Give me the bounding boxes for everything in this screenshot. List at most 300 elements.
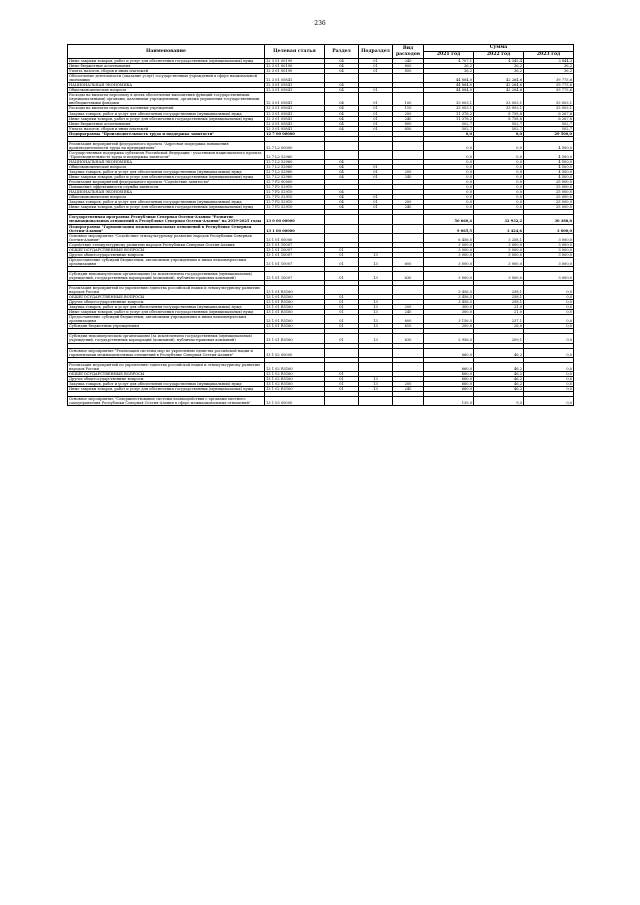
- row-subsection: 01: [359, 170, 393, 175]
- row-section: [325, 362, 359, 371]
- row-target-code: 12 7 P2 52910: [265, 200, 325, 205]
- table-row: [68, 348, 574, 357]
- row-name: НАЦИОНАЛЬНАЯ ЭКОНОМИКА: [68, 159, 265, 164]
- row-section: [325, 215, 359, 224]
- row-value-2023: 3 000,0: [524, 242, 574, 247]
- row-name: ОБЩЕГОСУДАРСТВЕННЫЕ ВОПРОСЫ: [68, 247, 265, 252]
- row-name: Иные закупки товаров, работ и услуг для обеспечения государственных (муниципальных) нужд: [68, 310, 265, 315]
- row-expense-type: 200: [393, 111, 424, 116]
- row-value-2022: 0,0: [474, 170, 524, 175]
- row-value-2023: 0,0: [524, 362, 574, 371]
- row-value-2021: 200,0: [424, 324, 474, 329]
- row-value-2021: 0,0: [424, 185, 474, 190]
- row-name: Уплата налогов, сборов и иных платежей: [68, 69, 265, 74]
- row-subsection: 01: [359, 200, 393, 205]
- row-value-2022: 0,0: [474, 175, 524, 180]
- row-value-2022: 42 264,6: [474, 83, 524, 88]
- row-value-2021: 0,0: [424, 175, 474, 180]
- row-expense-type: [393, 362, 424, 371]
- row-value-2021: 44 884,0: [424, 74, 474, 83]
- row-subsection: [359, 150, 393, 159]
- row-target-code: 13 1 02 R5160: [265, 381, 325, 386]
- row-name: Иные закупки товаров, работ и услуг для обеспечения государственных (муниципальных) нужд: [68, 116, 265, 121]
- row-value-2022: 3 000,0: [474, 247, 524, 252]
- row-subsection: 13: [359, 300, 393, 305]
- row-value-2021: 0,0: [424, 131, 474, 136]
- row-value-2023: 0,0: [524, 334, 574, 343]
- row-subsection: 01: [359, 59, 393, 64]
- row-value-2021: 135,0: [424, 396, 474, 405]
- row-target-code: 13 1 01 R5160: [265, 286, 325, 295]
- row-value-2021: 0,0: [424, 200, 474, 205]
- row-target-code: 12 7 L2 52960: [265, 170, 325, 175]
- row-expense-type: [393, 150, 424, 159]
- row-target-code: 13 1 01 00000: [265, 233, 325, 242]
- row-value-2021: 0,0: [424, 164, 474, 169]
- row-name: Иные закупки товаров, работ и услуг для обеспечения государственных (муниципальных) нужд: [68, 205, 265, 210]
- row-section: 04: [325, 69, 359, 74]
- row-section: 04: [325, 111, 359, 116]
- table-row: [68, 315, 574, 324]
- row-section: 01: [325, 252, 359, 257]
- row-value-2022: 258,1: [474, 286, 524, 295]
- row-name: Иные закупки товаров, работ и услуг для обеспечения государственных (муниципальных) нужд: [68, 386, 265, 391]
- row-expense-type: 800: [393, 121, 424, 126]
- row-subsection: [359, 362, 393, 371]
- row-name: Расходы на выплаты персоналу в целях обеспечения выполнения функций государственными (муниципальными) органами, казенными учреждениями, органами управления государственными внебюджетными фондами: [68, 93, 265, 106]
- row-value-2022: 3 000,0: [474, 252, 524, 257]
- row-subsection: 13: [359, 252, 393, 257]
- row-value-2022: 36,2: [474, 69, 524, 74]
- row-value-2023: 4 500,0: [524, 159, 574, 164]
- row-value-2022: 0,0: [474, 159, 524, 164]
- row-expense-type: 100: [393, 93, 424, 106]
- row-section: 04: [325, 190, 359, 195]
- row-target-code: 13 1 00 00000: [265, 224, 325, 233]
- row-value-2022: 4 345,4: [474, 59, 524, 64]
- row-value-2022: 3 424,6: [474, 224, 524, 233]
- row-target-code: 12 7 00 00000: [265, 131, 325, 136]
- row-target-code: 12 3 01 05841: [265, 116, 325, 121]
- row-expense-type: 200: [393, 170, 424, 175]
- row-target-code: 13 1 01 R5160: [265, 305, 325, 310]
- row-expense-type: 240: [393, 59, 424, 64]
- row-value-2021: 3 000,0: [424, 247, 474, 252]
- row-expense-type: 600: [393, 315, 424, 324]
- row-section: 04: [325, 93, 359, 106]
- row-value-2022: 42 264,6: [474, 74, 524, 83]
- row-value-2021: 2 956,5: [424, 334, 474, 343]
- table-row: [68, 271, 574, 280]
- row-value-2021: 50 660,4: [424, 215, 474, 224]
- row-subsection: 01: [359, 195, 393, 200]
- row-value-2022: 258,1: [474, 300, 524, 305]
- row-target-code: 12 3 01 05841: [265, 93, 325, 106]
- row-value-2021: 300,0: [424, 305, 474, 310]
- row-target-code: 12 7 L2 52960: [265, 164, 325, 169]
- row-subsection: 01: [359, 88, 393, 93]
- row-name: Закупка товаров, работ и услуг для обеспечения государственных (муниципальных) нужд: [68, 200, 265, 205]
- row-value-2023: 0,0: [524, 286, 574, 295]
- row-name: Подпрограмма "Гармонизация межнациональных отношений в Республике Северная Осетия-Алания": [68, 224, 265, 233]
- row-name: Основное мероприятие "Содействие этнокультурному развитию народов Республики Северная Осетия-Алания": [68, 233, 265, 242]
- row-section: 04: [325, 106, 359, 111]
- row-value-2021: 44 884,0: [424, 88, 474, 93]
- row-value-2021: 3 000,0: [424, 271, 474, 280]
- row-value-2021: 33 003,1: [424, 106, 474, 111]
- row-value-2021: 300,0: [424, 310, 474, 315]
- row-value-2021: 33 003,1: [424, 93, 474, 106]
- row-name: Другие общегосударственные вопросы: [68, 252, 265, 257]
- row-expense-type: 240: [393, 175, 424, 180]
- row-value-2023: 29 500,0: [524, 131, 574, 136]
- row-name: Другие общегосударственные вопросы: [68, 376, 265, 381]
- row-value-2023: 0,0: [524, 305, 574, 310]
- row-value-2023: 0,0: [524, 310, 574, 315]
- row-name: Основное мероприятие "Реализация системы мер по укреплению единства российской нации и гармонизации межнациональных отношений в Республике Северная Осетия-Алания": [68, 348, 265, 357]
- row-value-2022: 9,5: [474, 396, 524, 405]
- row-target-code: 12 3 01 05841: [265, 88, 325, 93]
- row-value-2021: 3 456,5: [424, 295, 474, 300]
- row-value-2023: 4 500,0: [524, 150, 574, 159]
- row-target-code: 13 1 01 10007: [265, 247, 325, 252]
- row-expense-type: [393, 224, 424, 233]
- row-subsection: [359, 348, 393, 357]
- row-value-2023: 4 500,0: [524, 175, 574, 180]
- row-section: 01: [325, 257, 359, 266]
- row-section: 04: [325, 200, 359, 205]
- table-row: [68, 74, 574, 83]
- row-name: Субсидии некоммерческим организациям (за исключением государственных (муниципальных) учреждений, государственных корпораций (компаний), публично-правовых компаний): [68, 271, 265, 280]
- row-section: 04: [325, 121, 359, 126]
- row-target-code: 12 3 01 05841: [265, 121, 325, 126]
- row-name: Реализация мероприятий федерального проекта "Адресная поддержка повышения производительности труда на предприятиях": [68, 141, 265, 150]
- row-target-code: 12 3 01 05841: [265, 83, 325, 88]
- row-value-2022: 33 003,1: [474, 106, 524, 111]
- row-section: 01: [325, 295, 359, 300]
- row-value-2023: 4 500,0: [524, 164, 574, 169]
- row-value-2022: 21,0: [474, 310, 524, 315]
- row-value-2021: 4 707,1: [424, 59, 474, 64]
- row-subsection: 13: [359, 386, 393, 391]
- row-name: Подпрограмма "Производительность труда и поддержка занятости": [68, 131, 265, 136]
- row-target-code: 13 1 01 R5160: [265, 315, 325, 324]
- row-section: 04: [325, 159, 359, 164]
- row-value-2022: 46,2: [474, 376, 524, 381]
- row-value-2023: 30 388,8: [524, 215, 574, 224]
- row-subsection: 01: [359, 106, 393, 111]
- row-value-2023: 0,0: [524, 315, 574, 324]
- row-target-code: 13 1 02 R5160: [265, 371, 325, 376]
- row-name: Реализация мероприятий по укреплению единства российской нации и этнокультурному развитию народов России: [68, 362, 265, 371]
- row-expense-type: [393, 286, 424, 295]
- row-expense-type: 240: [393, 310, 424, 315]
- row-value-2023: 6 267,8: [524, 116, 574, 121]
- row-target-code: 12 3 01 05841: [265, 74, 325, 83]
- row-value-2023: 4 500,0: [524, 170, 574, 175]
- row-subsection: 13: [359, 310, 393, 315]
- row-value-2022: 42 264,6: [474, 88, 524, 93]
- row-section: 04: [325, 83, 359, 88]
- row-value-2022: 209,1: [474, 334, 524, 343]
- row-target-code: 12 7 L2 00000: [265, 141, 325, 150]
- row-name: ОБЩЕГОСУДАРСТВЕННЫЕ ВОПРОСЫ: [68, 295, 265, 300]
- row-section: 01: [325, 376, 359, 381]
- row-target-code: 12 7 L2 52960: [265, 150, 325, 159]
- row-section: 01: [325, 247, 359, 252]
- row-name: Иные бюджетные ассигнования: [68, 64, 265, 69]
- row-value-2021: 660,0: [424, 348, 474, 357]
- row-value-2021: 0,0: [424, 170, 474, 175]
- row-value-2022: 0,0: [474, 164, 524, 169]
- row-value-2023: 0,0: [524, 300, 574, 305]
- row-value-2021: 502,7: [424, 126, 474, 131]
- row-value-2021: 36,2: [424, 69, 474, 74]
- header-sum: Сумма: [424, 45, 574, 52]
- row-target-code: 13 1 02 R5160: [265, 376, 325, 381]
- row-name: Государственная поддержка субъектов Российской Федерации - участников национального проекта "Производительность труда и поддержка занятости": [68, 150, 265, 159]
- row-value-2023: 33 003,1: [524, 93, 574, 106]
- row-subsection: 01: [359, 93, 393, 106]
- row-name: Общеэкономические вопросы: [68, 88, 265, 93]
- row-section: 01: [325, 315, 359, 324]
- row-name: Закупка товаров, работ и услуг для обеспечения государственных (муниципальных) нужд: [68, 305, 265, 310]
- row-value-2022: 0,0: [474, 150, 524, 159]
- row-section: [325, 74, 359, 83]
- row-value-2022: 32 932,2: [474, 215, 524, 224]
- row-value-2023: 25 000,0: [524, 190, 574, 195]
- row-value-2021: 44 884,0: [424, 83, 474, 88]
- row-expense-type: 240: [393, 205, 424, 210]
- row-section: [325, 348, 359, 357]
- row-target-code: 13 1 01 10007: [265, 271, 325, 280]
- row-value-2023: 0,0: [524, 324, 574, 329]
- row-name: Иные бюджетные ассигнования: [68, 121, 265, 126]
- row-value-2022: 0,0: [474, 180, 524, 185]
- row-section: [325, 150, 359, 159]
- row-expense-type: 110: [393, 106, 424, 111]
- row-target-code: 12 7 P2 00000: [265, 180, 325, 185]
- row-section: [325, 233, 359, 242]
- table-row: [68, 396, 574, 405]
- header-name: Наименование: [68, 45, 265, 59]
- row-target-code: 12 3 01 05841: [265, 111, 325, 116]
- row-value-2023: 39 775,6: [524, 83, 574, 88]
- row-section: 01: [325, 271, 359, 280]
- row-value-2021: 3 000,0: [424, 257, 474, 266]
- row-name: Расходы на выплаты персоналу казенных учреждений: [68, 106, 265, 111]
- row-expense-type: 630: [393, 334, 424, 343]
- row-expense-type: 850: [393, 126, 424, 131]
- row-target-code: 13 1 01 10007: [265, 257, 325, 266]
- row-value-2021: 3 156,5: [424, 315, 474, 324]
- table-row: [68, 334, 574, 343]
- row-value-2023: 0,0: [524, 386, 574, 391]
- row-section: 04: [325, 88, 359, 93]
- row-name: Предоставление субсидий бюджетным, автономным учреждениям и иным некоммерческим организациям: [68, 257, 265, 266]
- row-value-2023: 36,2: [524, 64, 574, 69]
- row-value-2023: 502,7: [524, 121, 574, 126]
- row-value-2022: 0,0: [474, 185, 524, 190]
- row-name: Иные закупки товаров, работ и услуг для обеспечения государственных (муниципальных) нужд: [68, 59, 265, 64]
- row-name: Реализация мероприятий федерального проекта "Содействие занятости": [68, 180, 265, 185]
- header-expense-type: Вид расходов: [393, 45, 424, 59]
- row-value-2021: 6 456,5: [424, 233, 474, 242]
- row-value-2021: 11 378,2: [424, 111, 474, 116]
- row-name: Другие общегосударственные вопросы: [68, 300, 265, 305]
- row-subsection: 01: [359, 126, 393, 131]
- table-row: [68, 233, 574, 242]
- row-expense-type: [393, 141, 424, 150]
- row-name: Государственная программа Республики Северная Осетия-Алания "Развитие межнациональных отношений в Республике Северная Осетия-Алания" на 2019-2025 годы: [68, 215, 265, 224]
- row-value-2023: 25 000,0: [524, 205, 574, 210]
- row-value-2022: 3 258,1: [474, 233, 524, 242]
- row-value-2023: 3 000,0: [524, 233, 574, 242]
- row-subsection: 01: [359, 205, 393, 210]
- row-section: 01: [325, 324, 359, 329]
- header-row: [68, 45, 574, 52]
- row-expense-type: [393, 215, 424, 224]
- row-value-2023: 25 000,0: [524, 185, 574, 190]
- row-target-code: 13 1 01 10007: [265, 252, 325, 257]
- row-section: 04: [325, 116, 359, 121]
- row-section: 04: [325, 126, 359, 131]
- row-subsection: 13: [359, 334, 393, 343]
- row-value-2022: 502,7: [474, 126, 524, 131]
- row-subsection: [359, 233, 393, 242]
- row-expense-type: [393, 396, 424, 405]
- row-value-2022: 0,0: [474, 141, 524, 150]
- row-value-2022: 0,0: [474, 195, 524, 200]
- row-value-2021: 0,0: [424, 141, 474, 150]
- row-value-2023: 3 000,0: [524, 247, 574, 252]
- row-subsection: 01: [359, 64, 393, 69]
- row-expense-type: 630: [393, 271, 424, 280]
- row-subsection: [359, 286, 393, 295]
- row-subsection: 01: [359, 111, 393, 116]
- row-value-2023: 39 775,6: [524, 74, 574, 83]
- row-subsection: [359, 215, 393, 224]
- header-target: Целевая статья: [265, 45, 325, 59]
- row-subsection: 13: [359, 315, 393, 324]
- row-subsection: 13: [359, 257, 393, 266]
- row-subsection: 13: [359, 324, 393, 329]
- row-name: НАЦИОНАЛЬНАЯ ЭКОНОМИКА: [68, 190, 265, 195]
- row-value-2023: 3 000,0: [524, 224, 574, 233]
- row-value-2023: 39 775,6: [524, 88, 574, 93]
- row-target-code: 12 7 P2 52910: [265, 195, 325, 200]
- row-target-code: 13 1 01 10007: [265, 242, 325, 247]
- row-target-code: 13 1 01 R5160: [265, 300, 325, 305]
- table-row: [68, 224, 574, 233]
- row-expense-type: 610: [393, 324, 424, 329]
- row-value-2021: 660,0: [424, 371, 474, 376]
- row-value-2021: 660,0: [424, 381, 474, 386]
- row-value-2023: 0,0: [524, 396, 574, 405]
- row-value-2023: 0,0: [524, 371, 574, 376]
- header-section: Раздел: [325, 45, 359, 59]
- row-name: Закупка товаров, работ и услуг для обеспечения государственных (муниципальных) нужд: [68, 170, 265, 175]
- row-value-2023: 25 000,0: [524, 180, 574, 185]
- row-value-2023: 4 500,0: [524, 141, 574, 150]
- row-section: [325, 396, 359, 405]
- row-expense-type: 600: [393, 257, 424, 266]
- row-value-2022: 3 000,0: [474, 242, 524, 247]
- row-subsection: 13: [359, 376, 393, 381]
- row-value-2022: 0,0: [474, 200, 524, 205]
- row-value-2023: 36,2: [524, 69, 574, 74]
- header-2021: 2021 год: [424, 52, 474, 59]
- row-name: Иные закупки товаров, работ и услуг для обеспечения государственных (муниципальных) нужд: [68, 175, 265, 180]
- row-section: [325, 224, 359, 233]
- row-value-2022: 28,0: [474, 324, 524, 329]
- table-row: [68, 257, 574, 266]
- header-2023: 2023 год: [524, 52, 574, 59]
- row-value-2022: 46,2: [474, 362, 524, 371]
- row-expense-type: 850: [393, 69, 424, 74]
- row-value-2021: 0,0: [424, 195, 474, 200]
- row-value-2023: 6 267,8: [524, 111, 574, 116]
- row-target-code: 12 3 01 00190: [265, 59, 325, 64]
- row-target-code: 13 1 03 00000: [265, 396, 325, 405]
- row-target-code: 13 0 00 00000: [265, 215, 325, 224]
- row-target-code: 13 1 01 R5160: [265, 295, 325, 300]
- row-value-2022: 0,0: [474, 131, 524, 136]
- row-section: 01: [325, 381, 359, 386]
- row-value-2023: 3 000,0: [524, 252, 574, 257]
- row-value-2021: 660,0: [424, 376, 474, 381]
- row-value-2021: 3 456,5: [424, 300, 474, 305]
- row-value-2021: 660,0: [424, 386, 474, 391]
- row-target-code: 12 7 P2 52910: [265, 185, 325, 190]
- row-expense-type: 800: [393, 64, 424, 69]
- row-value-2022: 0,0: [474, 205, 524, 210]
- table-body: [68, 59, 574, 406]
- row-section: 01: [325, 386, 359, 391]
- header-subsection: Подраздел: [359, 45, 393, 59]
- row-subsection: [359, 141, 393, 150]
- row-expense-type: 240: [393, 386, 424, 391]
- row-value-2023: 33 003,1: [524, 106, 574, 111]
- row-subsection: [359, 74, 393, 83]
- row-target-code: 13 1 01 R5160: [265, 324, 325, 329]
- row-name: Реализация мероприятий по укреплению единства российской нации и этнокультурному развитию народов России: [68, 286, 265, 295]
- row-subsection: 01: [359, 121, 393, 126]
- row-value-2023: 0,0: [524, 295, 574, 300]
- row-value-2022: 36,2: [474, 64, 524, 69]
- row-target-code: 12 7 P2 52910: [265, 205, 325, 210]
- row-expense-type: 200: [393, 305, 424, 310]
- row-subsection: 01: [359, 69, 393, 74]
- row-value-2022: 502,7: [474, 121, 524, 126]
- row-subsection: 13: [359, 381, 393, 386]
- row-value-2023: 502,7: [524, 126, 574, 131]
- row-value-2021: 36,2: [424, 64, 474, 69]
- header-2022: 2022 год: [474, 52, 524, 59]
- row-value-2022: 0,0: [474, 190, 524, 195]
- row-target-code: 12 7 P2 52910: [265, 190, 325, 195]
- row-section: 04: [325, 205, 359, 210]
- row-expense-type: 200: [393, 381, 424, 386]
- row-value-2022: 21,0: [474, 305, 524, 310]
- row-value-2023: 3 000,0: [524, 271, 574, 280]
- row-name: Обеспечение деятельности (оказание услуг) государственных учреждений в сфере национальной экономики: [68, 74, 265, 83]
- row-value-2021: 502,7: [424, 121, 474, 126]
- row-value-2022: 237,1: [474, 315, 524, 324]
- table-row: [68, 150, 574, 159]
- row-value-2023: 3 844,3: [524, 59, 574, 64]
- row-subsection: [359, 396, 393, 405]
